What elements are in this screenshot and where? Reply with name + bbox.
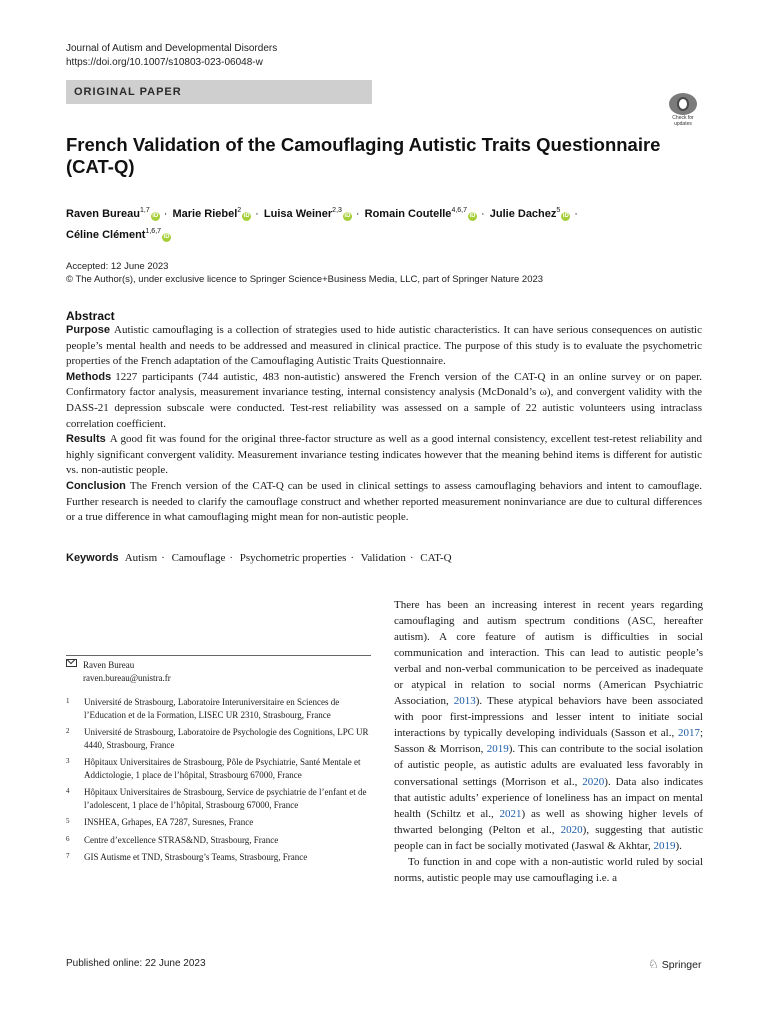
publisher-logo (648, 957, 701, 971)
orcid-icon[interactable]: iD (243, 213, 250, 219)
springer-horse-icon: ♘ (648, 957, 659, 971)
affiliation-item: 6 Centre d’excellence STRAS&ND, Strasbourg, France (66, 834, 279, 845)
publisher-name: Springer (661, 959, 702, 971)
author-list: Raven Bureau$^{1,7}$iD · Marie Riebel$^2$iD · Luisa Weiner$^{2,3}$iD · Romain Coutelle$^{4,6,7}$iD · Julie Dachez$^5$iD · Céline Clément$^{1,6,7}$iD (66, 207, 578, 241)
corresponding-email[interactable]: raven.bureau@unistra.fr (83, 672, 171, 683)
check-updates-line1: Check for (672, 115, 694, 121)
keyword: Psychometric properties (239, 552, 347, 564)
author[interactable]: Céline Clément$^{1,6,7}$ (66, 228, 162, 241)
corresponding-author: Raven Bureau (83, 660, 135, 670)
affiliation-item: 2 Université de Strasbourg, Laboratoire de Psychologie des Cognitions, LPC UR 4440, Strasbourg, France (66, 727, 369, 750)
abstract-methods: Methods 1227 participants (744 autistic, 483 non-autistic) answered the French version of the CAT-Q in an online survey or on paper. Confirmatory factor analysis, measurement invariance testing, internal consistency analysis (McDonald’s ω), and convergent validity with the DASS-21 depression subscale were conducted. Test-rest reliability was assessed on a sample of 22 autistic volunteers using intraclass correlation coefficient. (66, 370, 702, 430)
author[interactable]: Marie Riebel$^2$ (172, 207, 242, 220)
intro-paragraph-2: To function in and cope with a non-autistic world ruled by social norms, autistic people may use camouflaging i.e. a (394, 855, 703, 884)
citation-link[interactable]: 2020 (560, 823, 583, 836)
journal-header (66, 42, 277, 70)
introduction-text (394, 597, 703, 886)
affiliations (66, 696, 371, 869)
abstract-heading: Abstract (66, 309, 115, 323)
article-type-label: ORIGINAL PAPER (74, 86, 182, 98)
abstract-body (66, 323, 702, 526)
keyword: Autism (124, 552, 158, 564)
orcid-icon[interactable]: iD (152, 213, 159, 219)
citation-link[interactable]: 2013 (453, 695, 476, 708)
publication-dates (66, 260, 543, 286)
intro-paragraph-1: There has been an increasing interest in recent years regarding camouflaging and autism spectrum conditions (ASC, hereafter autism). A core feature of autism is difficulties in social communication and interaction. This can lead to autistic people’s verbal and non-verbal communication to be perceived as inadequate or atypical in relation to social norms (American Psychiatric Association, 2013). These atypical behaviors have been associated with poor first-impressions and lesser intent to initiate social interactions by typically developing individuals (Sasson et al., 2017; Sasson & Morrison, 2019). This can contribute to the social isolation of autistic people, as autistic adults are evaluated less favorably in conversational settings (Morrison et al., 2020). Data also indicates that autistic adults’ experience of loneliness has an impact on mental health (Schiltz et al., 2021) as well as showing higher levels of thwarted belonging (Pelton et al., 2020), suggesting that autistic people can in fact be socially motivated (Jaswal & Akhtar, 2019). (394, 599, 704, 852)
orcid-icon[interactable]: iD (562, 213, 569, 219)
abstract-purpose: Purpose Autistic camouflaging is a collection of strategies used to hide autistic characteristics. It can have serious consequences on autistic people’s mental health and needs to be addressed and measured in clinical practice. The purpose of this study is to evaluate the psychometric properties of the French adaptation of the Camouflaging Autistic Traits Questionnaire. (66, 324, 702, 368)
author[interactable]: Julie Dachez$^5$ (489, 207, 561, 220)
doi-link[interactable]: https://doi.org/10.1007/s10803-023-06048-w (66, 57, 263, 68)
citation-link[interactable]: 2019 (486, 743, 509, 756)
envelope-icon (66, 659, 77, 667)
correspondence (66, 659, 171, 684)
affiliation-item: 3 Hôpitaux Universitaires de Strasbourg, Pôle de Psychiatrie, Santé Mentale et Addictologie, 1 place de l’hôpital, Strasbourg 67000, France (66, 757, 361, 780)
article-type-banner (66, 80, 372, 104)
keyword: Validation (360, 552, 406, 564)
affiliation-item: 5 INSHEA, Grhapes, EA 7287, Suresnes, France (66, 817, 254, 827)
orcid-icon[interactable]: iD (344, 213, 351, 219)
abstract-conclusion: Conclusion The French version of the CAT-Q can be used in clinical settings to assess camouflaging behaviors and intent to camouflage. Further research is needed to clarify the camouflage construct and whether reported measurement noninvariance are due to cultural differences or a true difference in what camouflaging might mean for non-autistic people. (66, 479, 702, 524)
copyright-notice: © The Author(s), under exclusive licence to Springer Science+Business Media, LLC, part of Springer Nature 2023 (66, 274, 544, 285)
footnote-divider (66, 655, 371, 656)
author[interactable]: Raven Bureau$^{1,7}$ (66, 207, 150, 220)
keywords: Keywords Autism · Camouflage · Psychometric properties · Validation · CAT-Q (66, 552, 452, 564)
keywords-label: Keywords (66, 552, 119, 564)
paper-title: French Validation of the Camouflaging Autistic Traits Questionnaire (CAT-Q) (66, 134, 661, 177)
published-online-date: Published online: 22 June 2023 (66, 958, 206, 969)
abstract-results: Results A good fit was found for the original three-factor structure as well as a good internal consistency, excellent test-retest reliability and highly significant convergent validity. Measurement invariance testing indicates however that the meaning behind items is different for autistic vs. non-autistic people. (66, 433, 702, 477)
check-updates-line2: updates (674, 121, 692, 127)
affiliation-item: 4 Hôpitaux Universitaires de Strasbourg, Service de psychiatrie de l’enfant et de l’adolescent, 1 place de l’hôpital, Strasbourg 67000, France (66, 787, 367, 810)
orcid-icon[interactable]: iD (163, 234, 170, 240)
journal-name: Journal of Autism and Developmental Disorders (66, 43, 278, 54)
affiliation-item: 1 Université de Strasbourg, Laboratoire Interuniversitaire en Sciences de l’Education et de la Formation, LISEC UR 2310, Strasbourg, France (66, 697, 340, 720)
check-for-updates-badge[interactable] (665, 93, 701, 129)
check-updates-icon (669, 93, 697, 115)
citation-link[interactable]: 2017 (677, 727, 700, 740)
citation-link[interactable]: 2019 (653, 839, 676, 852)
keyword: Camouflage (171, 552, 226, 564)
keyword: CAT-Q (420, 552, 452, 564)
citation-link[interactable]: 2021 (499, 807, 522, 820)
author[interactable]: Romain Coutelle$^{4,6,7}$ (364, 207, 468, 220)
orcid-icon[interactable]: iD (469, 213, 476, 219)
author[interactable]: Luisa Weiner$^{2,3}$ (263, 207, 342, 220)
affiliation-item: 7 GIS Autisme et TND, Strasbourg’s Teams, Strasbourg, France (66, 852, 308, 862)
accepted-date: Accepted: 12 June 2023 (66, 261, 169, 272)
citation-link[interactable]: 2020 (582, 775, 605, 788)
